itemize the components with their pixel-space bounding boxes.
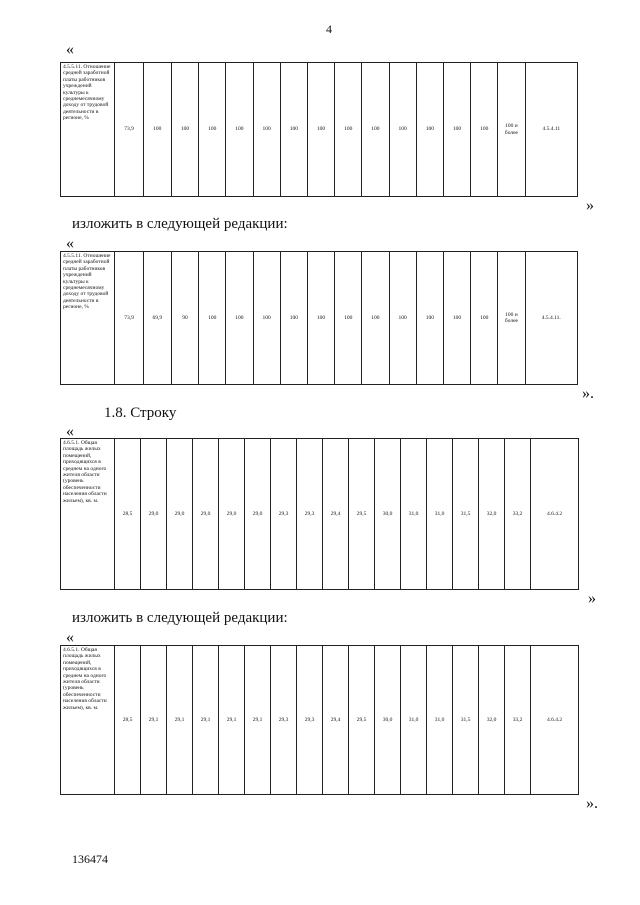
table-cell: 29,0 — [193, 439, 219, 590]
table-cell: 100 — [416, 63, 443, 197]
table-cell: 30,0 — [375, 439, 401, 590]
indicator-table-3 — [60, 438, 579, 590]
table-cell: 29,3 — [297, 646, 323, 795]
table-row — [61, 646, 579, 795]
table-cell: 100 — [307, 252, 334, 385]
table-cell: 28,5 — [115, 439, 141, 590]
table-cell: 29,1 — [245, 646, 271, 795]
table-cell: 29,5 — [349, 439, 375, 590]
table-cell: 33,2 — [505, 646, 531, 795]
table-cell: 29,0 — [245, 439, 271, 590]
table-cell: 100 — [280, 63, 307, 197]
table-cell: 100 — [199, 252, 226, 385]
close-quote-period: ». — [586, 795, 598, 812]
indicator-label: 4.5.5.11. Отношение средней заработной платы работников учреждений культуры к среднемесячному доходу от трудовой деятельности в регионе, % — [61, 63, 115, 197]
table-cell: 31,0 — [427, 646, 453, 795]
section-header: 1.8. Строку — [104, 405, 177, 421]
table-cell: 4.6.4.2 — [531, 646, 579, 795]
close-quote: » — [588, 590, 596, 607]
table-cell: 31,0 — [401, 439, 427, 590]
table-cell: 31,0 — [427, 439, 453, 590]
table-cell: 29,0 — [167, 439, 193, 590]
table-cell: 29,1 — [219, 646, 245, 795]
table-cell: 100 — [226, 63, 253, 197]
table-cell: 100 — [443, 63, 470, 197]
table-cell: 29,1 — [141, 646, 167, 795]
indicator-label: 4.5.5.11. Отношение средней заработной платы работников учреждений культуры к среднемесячному доходу от трудовой деятельности в регионе, % — [61, 252, 115, 385]
table-cell: 32,0 — [479, 439, 505, 590]
table-cell: 73,9 — [115, 63, 143, 197]
table-cell: 29,3 — [271, 439, 297, 590]
table-cell: 100 — [253, 63, 280, 197]
table-cell: 100 — [416, 252, 443, 385]
table-cell: 100 — [471, 252, 498, 385]
table-row — [61, 252, 578, 385]
table-cell: 31,5 — [453, 439, 479, 590]
document-code: 136474 — [72, 852, 108, 866]
indicator-label: 4.6.5.1. Общая площадь жилых помещений, приходящихся в среднем на одного жителя области (уровень обеспеченности населения области жильем), кв. м. — [61, 439, 115, 590]
table-cell: 31,0 — [401, 646, 427, 795]
indicator-table-4 — [60, 645, 579, 795]
edit-instruction: изложить в следующей редакции: — [72, 610, 288, 626]
table-cell: 28,5 — [115, 646, 141, 795]
close-quote-period: ». — [582, 385, 594, 402]
open-quote: « — [66, 235, 74, 252]
indicator-table-1 — [60, 62, 578, 197]
table-cell: 100 — [171, 63, 198, 197]
table-cell: 100 — [143, 63, 171, 197]
table-cell: 100 — [335, 63, 362, 197]
indicator-label: 4.6.5.1. Общая площадь жилых помещений, приходящихся в среднем на одного жителя области (уровень обеспеченности населения области жильем), кв. м. — [61, 646, 115, 795]
table-cell: 29,1 — [167, 646, 193, 795]
table-cell: 100 — [307, 63, 334, 197]
table-cell: 100 — [362, 252, 389, 385]
table-cell: 100 — [471, 63, 498, 197]
close-quote: » — [586, 197, 594, 214]
table-cell: 100 — [226, 252, 253, 385]
table-cell: 73,9 — [115, 252, 143, 385]
page-number: 4 — [326, 22, 332, 36]
table-cell: 29,3 — [271, 646, 297, 795]
table-cell: 4.6.4.2 — [531, 439, 579, 590]
table-cell: 31,5 — [453, 646, 479, 795]
table-cell: 4.5.4.11. — [525, 252, 577, 385]
table-row — [61, 63, 578, 197]
indicator-table-2 — [60, 251, 578, 385]
table-cell: 29,1 — [193, 646, 219, 795]
table-cell: 29,0 — [219, 439, 245, 590]
table-cell: 29,0 — [141, 439, 167, 590]
table-cell: 100 — [335, 252, 362, 385]
table-cell: 33,2 — [505, 439, 531, 590]
table-cell: 29,4 — [323, 439, 349, 590]
open-quote: « — [66, 423, 74, 440]
table-cell: 100 — [443, 252, 470, 385]
open-quote: « — [66, 629, 74, 646]
table-cell: 100 — [280, 252, 307, 385]
table-cell: 29,5 — [349, 646, 375, 795]
table-cell: 100 и более — [498, 63, 525, 197]
edit-instruction: изложить в следующей редакции: — [72, 216, 288, 232]
table-cell: 100 — [362, 63, 389, 197]
table-cell: 4.5.4.11 — [525, 63, 577, 197]
table-cell: 90 — [171, 252, 198, 385]
table-cell: 30,0 — [375, 646, 401, 795]
table-cell: 100 — [389, 63, 416, 197]
table-cell: 100 — [253, 252, 280, 385]
open-quote: « — [66, 41, 74, 58]
table-cell: 69,9 — [143, 252, 171, 385]
table-cell: 100 и более — [498, 252, 525, 385]
table-cell: 29,4 — [323, 646, 349, 795]
table-cell: 29,3 — [297, 439, 323, 590]
table-cell: 100 — [199, 63, 226, 197]
table-row — [61, 439, 579, 590]
table-cell: 32,0 — [479, 646, 505, 795]
table-cell: 100 — [389, 252, 416, 385]
